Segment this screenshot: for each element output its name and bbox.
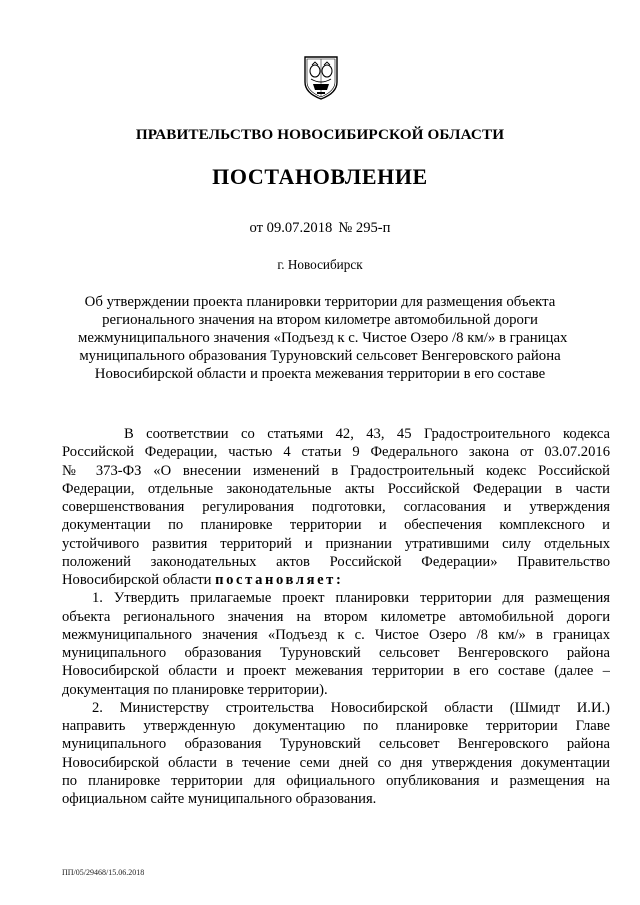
body-line: В соответствии со статьями 42, 43, 45 Градостроительного кодекса: [124, 426, 610, 442]
title-line: Новосибирской области и проекта межевания территории в его составе: [94, 366, 546, 382]
item-2-line: 2. Министерству строительства Новосибирской области (Шмидт И.И.): [92, 699, 610, 716]
document-date: от 09.07.2018: [249, 220, 333, 236]
document-number: № 295-п: [338, 220, 391, 236]
item-1-line: Новосибирской области и проект межевания территории в его составе (далее –: [62, 663, 610, 680]
item-2-line: официальном сайте муниципального образования.: [62, 791, 377, 807]
item-2-line: направить утвержденную документацию по планировке территории Главе: [62, 718, 610, 734]
decree-word: постановляет: [215, 572, 336, 588]
item-2-line: муниципального образования Туруновский сельсовет Венгеровского района: [62, 736, 610, 753]
coat-of-arms-icon: [301, 54, 341, 100]
item-1-line: объекта регионального значения на втором километре автомобильной дороги: [62, 608, 610, 625]
city: г. Новосибирск: [277, 257, 363, 272]
item-1-line: документация по планировке территории).: [62, 681, 328, 698]
decree-line: [62, 571, 610, 589]
decree-prefix: Новосибирской области: [62, 572, 212, 588]
body-line: документации по планировке территории и обеспечения комплексного и: [62, 517, 610, 534]
item-1-line: 1. Утвердить прилагаемые проект планировки территории для размещения: [92, 590, 610, 607]
body-line: Российской Федерации, частью 4 статьи 9 Федерального закона от 03.07.2016: [62, 444, 610, 461]
date-number-line: [0, 220, 640, 237]
body-line: устойчивого развития территорий и признании утратившими силу отдельных: [62, 535, 610, 552]
document-title: [78, 293, 568, 383]
body-line: совершенствования регулирования подготовки, согласования и утверждения: [62, 499, 610, 515]
document-body: [62, 425, 610, 808]
body-line: № 373-ФЗ «О внесении изменений в Градостроительный кодекс Российской: [62, 462, 610, 479]
document-type: ПОСТАНОВЛЕНИЕ: [212, 164, 428, 189]
title-line: регионального значения на втором километре автомобильной дороги: [102, 312, 538, 328]
item-2-line: Новосибирской области в течение семи дней со дня утверждения документации: [62, 754, 610, 771]
body-line: Федерации, отдельные законодательные акты Российской Федерации в части: [62, 480, 610, 497]
organization-name: ПРАВИТЕЛЬСТВО НОВОСИБИРСКОЙ ОБЛАСТИ: [135, 126, 505, 143]
decree-colon: :: [335, 572, 341, 588]
body-line: положений законодательных актов Российской Федерации» Правительство: [62, 553, 610, 570]
title-line: муниципального образования Туруновский сельсовет Венгеровского района: [79, 348, 561, 364]
title-line: межмуниципального значения «Подъезд к с. Чистое Озеро /8 км/» в границах: [78, 330, 568, 346]
item-1-line: межмуниципального значения «Подъезд к с. Чистое Озеро /8 км/» в границах: [62, 626, 610, 643]
title-line: Об утверждении проекта планировки территории для размещения объекта: [84, 294, 556, 310]
item-2-line: по планировке территории для официального опубликования и размещения на: [62, 772, 610, 789]
document-code: ПП/05/29468/15.06.2018: [62, 868, 145, 877]
item-1-line: муниципального образования Туруновский сельсовет Венгеровского района: [62, 645, 610, 661]
